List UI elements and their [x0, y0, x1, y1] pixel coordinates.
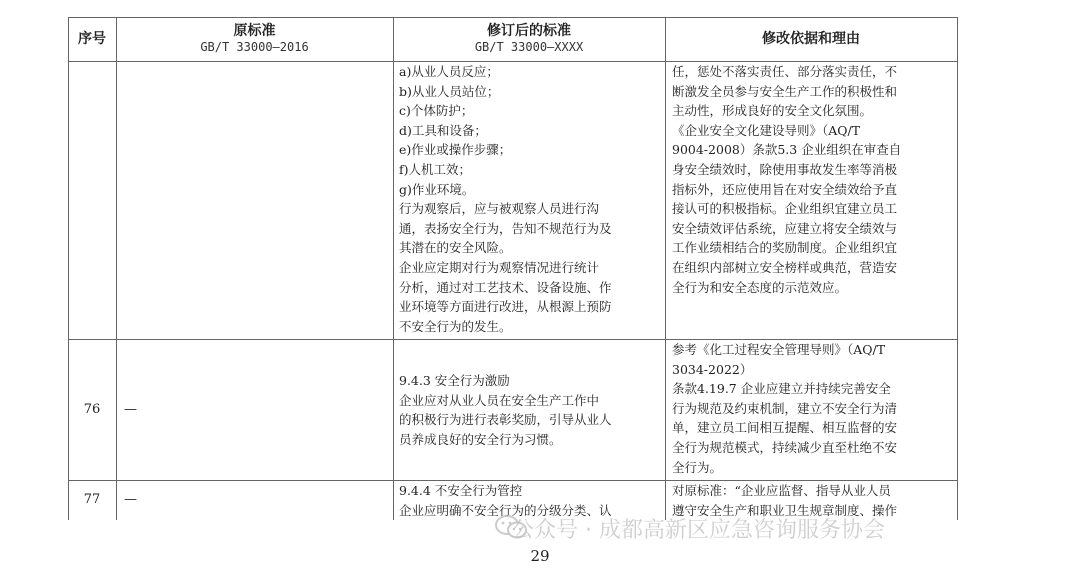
- header-original-code: GB/T 33000—2016: [200, 40, 309, 54]
- text-line: 行为观察后，应与被观察人员进行沟: [399, 201, 600, 217]
- text-line: c)个体防护；: [399, 103, 474, 119]
- row76-reason: [672, 340, 954, 480]
- text-line: b)从业人员站位；: [399, 83, 500, 99]
- text-line: 分析，通过对工艺技术、设备设施、作: [399, 279, 612, 295]
- text-line: 主动性，形成良好的安全文化氛围。: [672, 103, 873, 119]
- text-line: 《企业安全文化建设导则》（AQ/T: [672, 122, 861, 138]
- header-reason: 修改依据和理由: [762, 31, 860, 47]
- row77-original: —: [124, 492, 136, 507]
- text-line: 全行为和安全态度的示范效应。: [672, 279, 848, 295]
- text-line: 企业应对从业人员在安全生产工作中: [399, 392, 600, 408]
- text-line: 业环境等方面进行改进，从根源上预防: [399, 299, 612, 315]
- text-line: 行为规范及约束机制，建立不安全行为清: [672, 400, 898, 416]
- row1-revised: [399, 62, 661, 338]
- text-line: 指标外，还应使用旨在对安全绩效给予直: [672, 181, 898, 197]
- row76-seq: 76: [83, 402, 101, 417]
- text-line: d)工具和设备；: [399, 122, 487, 138]
- text-line: 全行为规范模式，持续减少直至杜绝不安: [672, 439, 898, 455]
- watermark: 公众号 · 成都高新区应急咨询服务协会: [512, 518, 885, 543]
- header-revised: 修订后的标准: [487, 23, 571, 38]
- page-number: 29: [530, 547, 550, 565]
- row77-seq: 77: [83, 492, 101, 507]
- text-line: 员养成良好的安全行为习惯。: [399, 431, 562, 447]
- row76-revised: [399, 371, 661, 471]
- text-line: 3034-2022）: [672, 361, 753, 377]
- header-original: 原标准: [233, 23, 276, 38]
- text-line: 9.4.3 安全行为激励: [399, 373, 510, 388]
- text-line: 企业应定期对行为观察情况进行统计: [399, 259, 600, 275]
- text-line: 9.4.4 不安全行为管控: [399, 483, 523, 498]
- text-line: g)作业环境。: [399, 181, 475, 197]
- text-line: 9004-2008）条款5.3 企业组织在审查自: [672, 142, 902, 158]
- text-line: 身安全绩效时，除使用事故发生率等消极: [672, 161, 898, 177]
- text-line: 其潜在的安全风险。: [399, 240, 512, 256]
- text-line: 条款4.19.7 企业应建立并持续完善安全: [672, 381, 891, 397]
- text-line: 参考《化工过程安全管理导则》（AQ/T: [672, 342, 886, 357]
- text-line: 通，表扬安全行为，告知不规范行为及: [399, 220, 612, 236]
- row1-reason: [672, 62, 954, 338]
- text-line: f)人机工效；: [399, 161, 472, 177]
- header-revised-code: GB/T 33000—XXXX: [474, 40, 584, 54]
- text-line: 工作业绩相结合的奖励制度。企业组织宜: [672, 240, 898, 256]
- text-line: 在组织内部树立安全榜样或典范，营造安: [672, 259, 898, 275]
- text-line: 接认可的积极指标。企业组织宜建立员工: [672, 201, 898, 217]
- text-line: 安全绩效评估系统，应建立将安全绩效与: [672, 220, 898, 236]
- text-line: 企业应明确不安全行为的分级分类、认: [399, 502, 612, 518]
- text-line: 对原标准：“企业应监督、指导从业人员: [672, 483, 891, 498]
- text-line: e)作业或操作步骤；: [399, 142, 512, 158]
- text-line: 单，建立员工间相互提醒、相互监督的安: [672, 420, 898, 436]
- revision-table: [68, 17, 958, 520]
- text-line: 断激发全员参与安全生产工作的积极性和: [672, 83, 898, 99]
- text-line: 的积极行为进行表彰奖励，引导从业人: [399, 412, 612, 428]
- text-line: a)从业人员反应；: [399, 64, 499, 79]
- text-line: 遵守安全生产和职业卫生规章制度、操作: [672, 502, 898, 518]
- text-line: 任，惩处不落实责任、部分落实责任，不: [672, 64, 898, 79]
- row76-original: —: [124, 402, 136, 417]
- header-seq: 序号: [78, 31, 106, 47]
- text-line: 不安全行为的发生。: [399, 318, 512, 334]
- text-line: 全行为。: [672, 459, 723, 475]
